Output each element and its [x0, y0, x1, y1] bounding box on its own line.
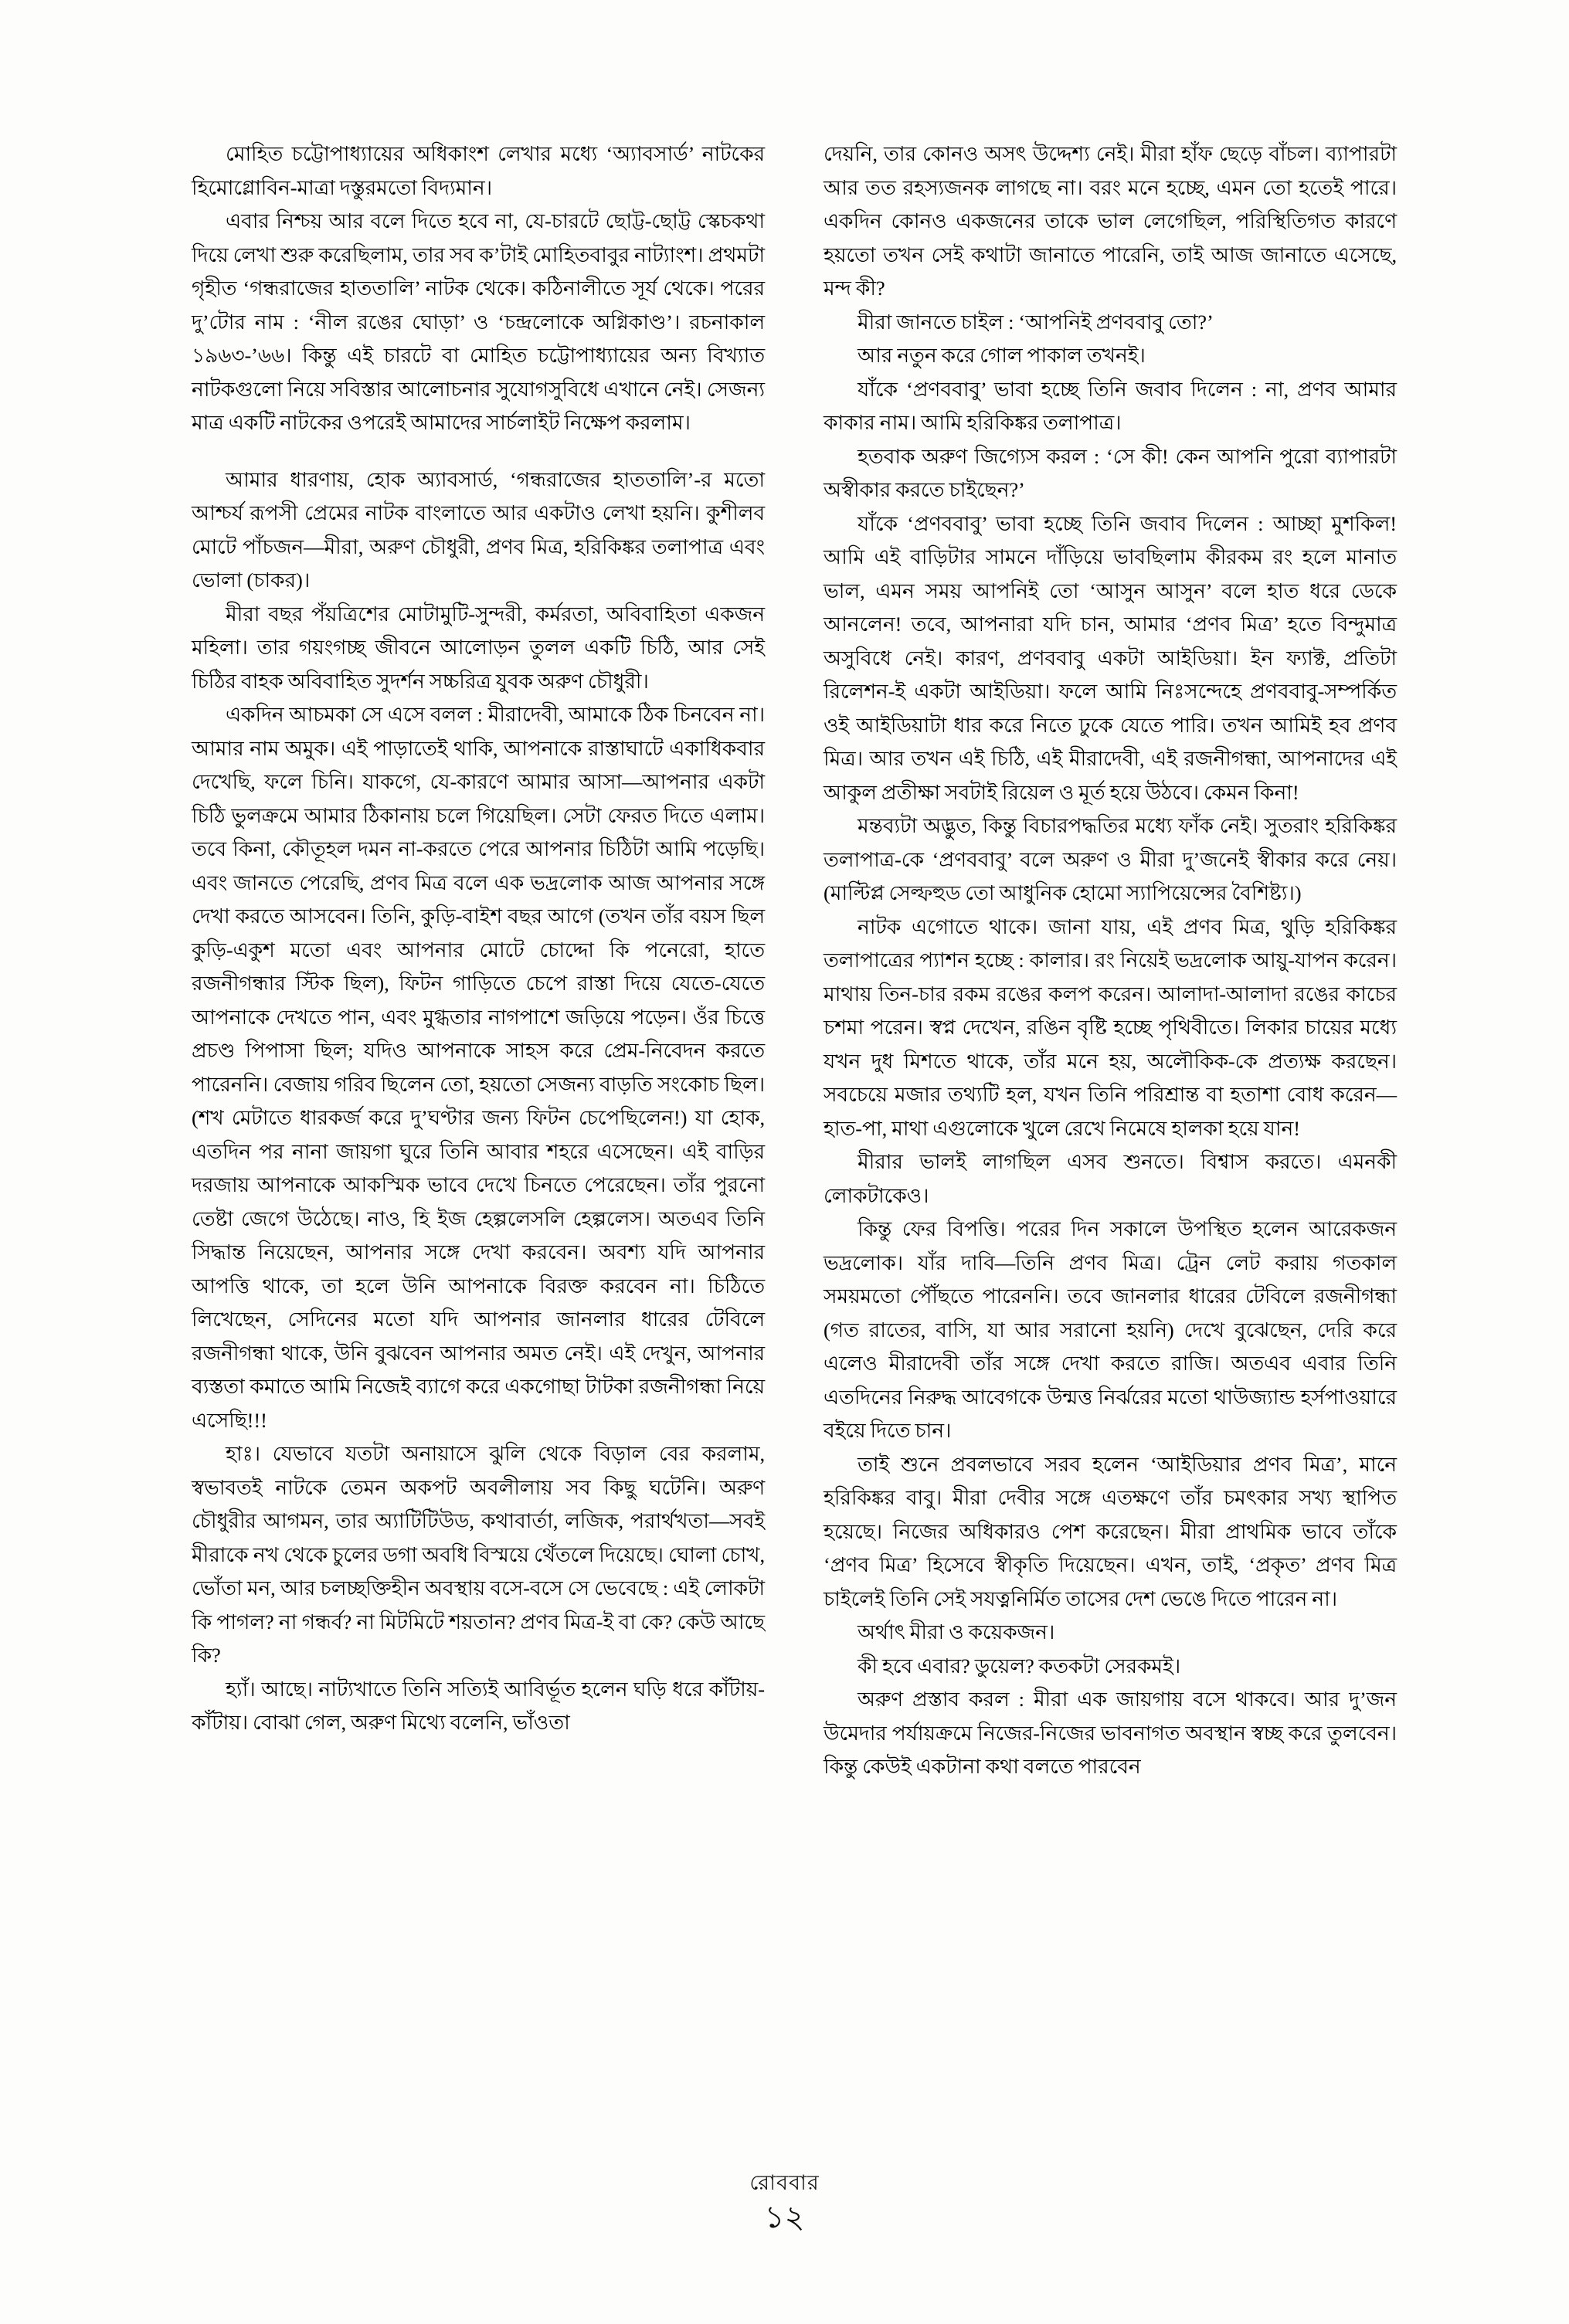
paragraph: যাঁকে ‘প্রণববাবু’ ভাবা হচ্ছে তিনি জবাব দিলেন : না, প্রণব আমার কাকার নাম। আমি হরিকিঙ্কর তলাপাত্র।	[824, 377, 1397, 434]
paragraph: মীরা জানতে চাইল : ‘আপনিই প্রণববাবু তো?’	[858, 310, 1214, 334]
paragraph: তাই শুনে প্রবলভাবে সরব হলেন ‘আইডিয়ার প্রণব মিত্র’, মানে হরিকিঙ্কর বাবু। মীরা দেবীর সঙ্গে এতক্ষণে তাঁর চমৎকার সখ্য স্থাপিত হয়েছে। নিজের অধিকারও পেশ করেছেন। মীরা প্রাথমিক ভাবে তাঁকে ‘প্রণব মিত্র’ হিসেবে স্বীকৃতি দিয়েছেন। এখন, তাই, ‘প্রকৃত’ প্রণব মিত্র চাইলেই তিনি সেই সযত্ননির্মিত তাসের দেশ ভেঙে দিতে পারেন না।	[824, 1452, 1397, 1610]
page-content	[192, 137, 1397, 2115]
paragraph: যাঁকে ‘প্রণববাবু’ ভাবা হচ্ছে তিনি জবাব দিলেন : আচ্ছা মুশকিল! আমি এই বাড়িটার সামনে দাঁড়িয়ে ভাবছিলাম কীরকম রং হলে মানাত ভাল, এমন সময় আপনিই তো ‘আসুন আসুন’ বলে হাত ধরে ডেকে আনলেন! তবে, আপনারা যদি চান, আমার ‘প্রণব মিত্র’ হতে বিন্দুমাত্র অসুবিধে নেই। কারণ, প্রণববাবু একটা আইডিয়া। ইন ফ্যাক্ট, প্রতিটা রিলেশন-ই একটা আইডিয়া। ফলে আমি নিঃসন্দেহে প্রণববাবু-সম্পর্কিত ওই আইডিয়াটা ধার করে নিতে ঢুকে যেতে পারি। তখন আমিই হব প্রণব মিত্র। আর তখন এই চিঠি, এই মীরাদেবী, এই রজনীগন্ধা, আপনাদের এই আকুল প্রতীক্ষা সবটাই রিয়েল ও মূর্ত হয়ে উঠবে। কেমন কিনা!	[824, 511, 1397, 804]
page-number: ১২	[764, 2200, 805, 2234]
paragraph: এবার নিশ্চয় আর বলে দিতে হবে না, যে-চারটে ছোট্ট-ছোট্ট স্কেচকথা দিয়ে লেখা শুরু করেছিলাম, তার সব ক’টাই মোহিতবাবুর নাট্যাংশ। প্রথমটা গৃহীত ‘গন্ধরাজের হাততালি’ নাটক থেকে। কঠিনালীতে সূর্য থেকে। পরের দু’টোর নাম : ‘নীল রঙের ঘোড়া’ ও ‘চন্দ্রলোকে অগ্নিকাণ্ড’। রচনাকাল ১৯৬৩-’৬৬। কিন্তু এই চারটে বা মোহিত চট্টোপাধ্যায়ের অন্য বিখ্যাত নাটকগুলো নিয়ে সবিস্তার আলোচনার সুযোগসুবিধে এখানে নেই। সেজন্য মাত্র একটি নাটকের ওপরেই আমাদের সার্চলাইট নিক্ষেপ করলাম।	[192, 209, 765, 434]
left-column	[192, 137, 765, 1784]
magazine-name: রোববার	[749, 2171, 820, 2194]
paragraph: আর নতুন করে গোল পাকাল তখনই।	[858, 344, 1146, 367]
page-footer	[0, 2170, 1569, 2237]
paragraph: দেয়নি, তার কোনও অসৎ উদ্দেশ্য নেই। মীরা হাঁফ ছেড়ে বাঁচল। ব্যাপারটা আর তত রহস্যজনক লাগছে না। বরং মনে হচ্ছে, এমন তো হতেই পারে। একদিন কোনও একজনের তাকে ভাল লেগেছিল, পরিস্থিতিগত কারণে হয়তো তখন সেই কথাটা জানাতে পারেনি, তাই আজ জানাতে এসেছে, মন্দ কী?	[824, 142, 1397, 300]
paragraph: একদিন আচমকা সে এসে বলল : মীরাদেবী, আমাকে ঠিক চিনবেন না। আমার নাম অমুক। এই পাড়াতেই থাকি, আপনাকে রাস্তাঘাটে একাধিকবার দেখেছি, ফলে চিনি। যাকগে, যে-কারণে আমার আসা—আপনার একটা চিঠি ভুলক্রমে আমার ঠিকানায় চলে গিয়েছিল। সেটা ফেরত দিতে এলাম। তবে কিনা, কৌতূহল দমন না-করতে পেরে আপনার চিঠিটা আমি পড়েছি। এবং জানতে পেরেছি, প্রণব মিত্র বলে এক ভদ্রলোক আজ আপনার সঙ্গে দেখা করতে আসবেন। তিনি, কুড়ি-বাইশ বছর আগে (তখন তাঁর বয়স ছিল কুড়ি-একুশ মতো এবং আপনার মোটে চোদ্দো কি পনেরো, হাতে রজনীগন্ধার স্টিক ছিল), ফিটন গাড়িতে চেপে রাস্তা দিয়ে যেতে-যেতে আপনাকে দেখতে পান, এবং মুগ্ধতার নাগপাশে জড়িয়ে পড়েন। ওঁর চিত্তে প্রচণ্ড পিপাসা ছিল; যদিও আপনাকে সাহস করে প্রেম-নিবেদন করতে পারেননি। বেজায় গরিব ছিলেন তো, হয়তো সেজন্য বাড়তি সংকোচ ছিল। (শখ মেটাতে ধারকর্জ করে দু’ঘণ্টার জন্য ফিটন চেপেছিলেন!) যা হোক, এতদিন পর নানা জায়গা ঘুরে তিনি আবার শহরে এসেছেন। এই বাড়ির দরজায় আপনাকে আকস্মিক ভাবে দেখে চিনতে পেরেছেন। তাঁর পুরনো তেষ্টা জেগে উঠেছে। নাও, হি ইজ হেল্পলেসলি হেল্পলেস। অতএব তিনি সিদ্ধান্ত নিয়েছেন, আপনার সঙ্গে দেখা করবেন। অবশ্য যদি আপনার আপত্তি থাকে, তা হলে উনি আপনাকে বিরক্ত করবেন না। চিঠিতে লিখেছেন, সেদিনের মতো যদি আপনার জানলার ধারের টেবিলে রজনীগন্ধা থাকে, উনি বুঝবেন আপনার অমত নেই। এই দেখুন, আপনার ব্যস্ততা কমাতে আমি নিজেই ব্যাগে করে একগোছা টাটকা রজনীগন্ধা নিয়ে এসেছি!!!	[192, 703, 765, 1432]
paragraph: মোহিত চট্টোপাধ্যায়ের অধিকাংশ লেখার মধ্যে ‘অ্যাবসার্ড’ নাটকের হিমোগ্লোবিন-মাত্রা দস্তুরমতো বিদ্যমান।	[192, 142, 765, 199]
two-column-layout	[192, 137, 1397, 1784]
paragraph: হাঃ। যেভাবে যতটা অনায়াসে ঝুলি থেকে বিড়াল বের করলাম, স্বভাবতই নাটকে তেমন অকপট অবলীলায় সব কিছু ঘটেনি। অরুণ চৌধুরীর আগমন, তার অ্যাটিটিউড, কথাবার্তা, লজিক, পরার্থখতা—সবই মীরাকে নখ থেকে চুলের ডগা অবধি বিস্ময়ে থেঁতলে দিয়েছে। ঘোলা চোখ, ভোঁতা মন, আর চলচ্ছক্তিহীন অবস্থায় বসে-বসে সে ভেবেছে : এই লোকটা কি পাগল? না গন্ধর্ব? না মিটমিটে শয়তান? প্রণব মিত্র-ই বা কে? কেউ আছে কি?	[192, 1442, 765, 1667]
paragraph: হতবাক অরুণ জিগ্যেস করল : ‘সে কী! কেন আপনি পুরো ব্যাপারটা অস্বীকার করতে চাইছেন?’	[824, 444, 1397, 501]
paragraph: নাটক এগোতে থাকে। জানা যায়, এই প্রণব মিত্র, থুড়ি হরিকিঙ্কর তলাপাত্রের প্যাশন হচ্ছে : কালার। রং নিয়েই ভদ্রলোক আয়ু-যাপন করেন। মাথায় তিন-চার রকম রঙের কলপ করেন। আলাদা-আলাদা রঙের কাচের চশমা পরেন। স্বপ্ন দেখেন, রঙিন বৃষ্টি হচ্ছে পৃথিবীতে। লিকার চায়ের মধ্যে যখন দুধ মিশতে থাকে, তাঁর মনে হয়, অলৌকিক-কে প্রত্যক্ষ করছেন। সবচেয়ে মজার তথ্যটি হল, যখন তিনি পরিশ্রান্ত বা হতাশা বোধ করেন—হাত-পা, মাথা এগুলোকে খুলে রেখে নিমেষে হালকা হয়ে যান!	[824, 914, 1397, 1140]
paragraph: অর্থাৎ মীরা ও কয়েকজন।	[858, 1620, 1055, 1644]
paragraph: মীরার ভালই লাগছিল এসব শুনতে। বিশ্বাস করতে। এমনকী লোকটাকেও।	[824, 1150, 1397, 1207]
paragraph: আমার ধারণায়, হোক অ্যাবসার্ড, ‘গন্ধরাজের হাততালি’-র মতো আশ্চর্য রূপসী প্রেমের নাটক বাংলাতে আর একটাও লেখা হয়নি। কুশীলব মোটে পাঁচজন—মীরা, অরুণ চৌধুরী, প্রণব মিত্র, হরিকিঙ্কর তলাপাত্র এবং ভোলা (চাকর)।	[192, 467, 765, 592]
paragraph: অরুণ প্রস্তাব করল : মীরা এক জায়গায় বসে থাকবে। আর দু’জন উমেদার পর্যায়ক্রমে নিজের-নিজের ভাবনাগত অবস্থান স্বচ্ছ করে তুলবেন। কিন্তু কেউই একটানা কথা বলতে পারবেন	[824, 1688, 1397, 1778]
paragraph: মন্তব্যটা অদ্ভুত, কিন্তু বিচারপদ্ধতির মধ্যে ফাঁক নেই। সুতরাং হরিকিঙ্কর তলাপাত্র-কে ‘প্রণববাবু’ বলে অরুণ ও মীরা দু’জনেই স্বীকার করে নেয়। (মাল্টিপ্ল সেল্ফহুড তো আধুনিক হোমো স্যাপিয়েন্সের বৈশিষ্ট্য।)	[824, 814, 1397, 904]
paragraph: কী হবে এবার? ডুয়েল? কতকটা সেরকমই।	[858, 1654, 1181, 1678]
right-column	[824, 137, 1397, 1784]
paragraph: কিন্তু ফের বিপত্তি। পরের দিন সকালে উপস্থিত হলেন আরেকজন ভদ্রলোক। যাঁর দাবি—তিনি প্রণব মিত্র। ট্রেন লেট করায় গতকাল সময়মতো পৌঁছতে পারেননি। তবে জানলার ধারের টেবিলে রজনীগন্ধা (গত রাতের, বাসি, যা আর সরানো হয়নি) দেখে বুঝেছেন, দেরি করে এলেও মীরাদেবী তাঁর সঙ্গে দেখা করতে রাজি। অতএব এবার তিনি এতদিনের নিরুদ্ধ আবেগকে উন্মত্ত নির্ঝরের মতো থাউজ্যান্ড হর্সপাওয়ারে বইয়ে দিতে চান।	[824, 1217, 1397, 1442]
paragraph: মীরা বছর পঁয়ত্রিশের মোটামুটি-সুন্দরী, কর্মরতা, অবিবাহিতা একজন মহিলা। তার গয়ংগচ্ছ জীবনে আলোড়ন তুলল একটি চিঠি, আর সেই চিঠির বাহক অবিবাহিত সুদর্শন সচ্চরিত্র যুবক অরুণ চৌধুরী।	[192, 602, 765, 693]
paragraph: হ্যাঁ। আছে। নাট্যখাতে তিনি সত্যিই আবির্ভূত হলেন ঘড়ি ধরে কাঁটায়-কাঁটায়। বোঝা গেল, অরুণ মিথ্যে বলেনি, ভাঁওতা	[192, 1677, 765, 1734]
